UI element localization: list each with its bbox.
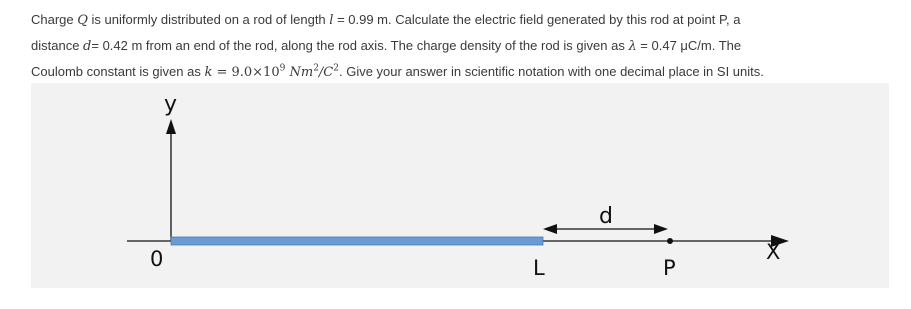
problem-line-1 xyxy=(31,7,891,33)
units: Nm xyxy=(285,65,314,80)
point-p-label: P xyxy=(663,256,676,280)
constant-value: = 9.0×10 xyxy=(212,65,280,80)
problem-statement xyxy=(31,7,891,85)
charge-symbol: Q xyxy=(77,13,88,28)
text-segment: . Give your answer in scientific notation with one decimal place in SI units. xyxy=(338,64,764,79)
problem-line-2 xyxy=(31,33,891,59)
coulomb-constant-symbol: k xyxy=(204,65,213,80)
distance-label: d xyxy=(599,204,613,229)
length-symbol: l xyxy=(329,13,334,28)
text-segment: is uniformly distributed on a rod of length xyxy=(87,12,330,27)
text-segment: distance xyxy=(31,38,84,53)
text-segment: = 0.47 μC/m. The xyxy=(636,38,742,53)
distance-symbol: d xyxy=(83,39,92,54)
problem-line-3 xyxy=(31,59,891,85)
exponent: 2 xyxy=(313,63,319,74)
distance-arrow-left-head xyxy=(543,224,557,234)
y-axis-label: y xyxy=(164,92,178,117)
y-axis-arrowhead xyxy=(166,119,176,134)
charged-rod xyxy=(171,237,543,245)
text-segment: Charge xyxy=(31,12,78,27)
diagram-svg xyxy=(31,83,889,288)
x-axis-label: X xyxy=(766,240,781,264)
rod-diagram xyxy=(31,83,889,288)
exponent: 9 xyxy=(279,63,286,74)
text-segment: = 0.99 m. Calculate the electric field generated by this rod at point P, a xyxy=(333,12,741,27)
exponent: 2 xyxy=(333,63,339,74)
distance-arrow-right-head xyxy=(654,224,668,234)
text-segment: = 0.42 m from an end of the rod, along the rod axis. The charge density of the rod is given as xyxy=(91,38,629,53)
rod-end-label: L xyxy=(533,256,545,280)
units: /C xyxy=(318,65,334,80)
text-segment: Coulomb constant is given as xyxy=(31,64,205,79)
lambda-symbol: λ xyxy=(628,39,637,54)
origin-label: 0 xyxy=(150,247,164,271)
point-p-marker xyxy=(667,238,673,244)
